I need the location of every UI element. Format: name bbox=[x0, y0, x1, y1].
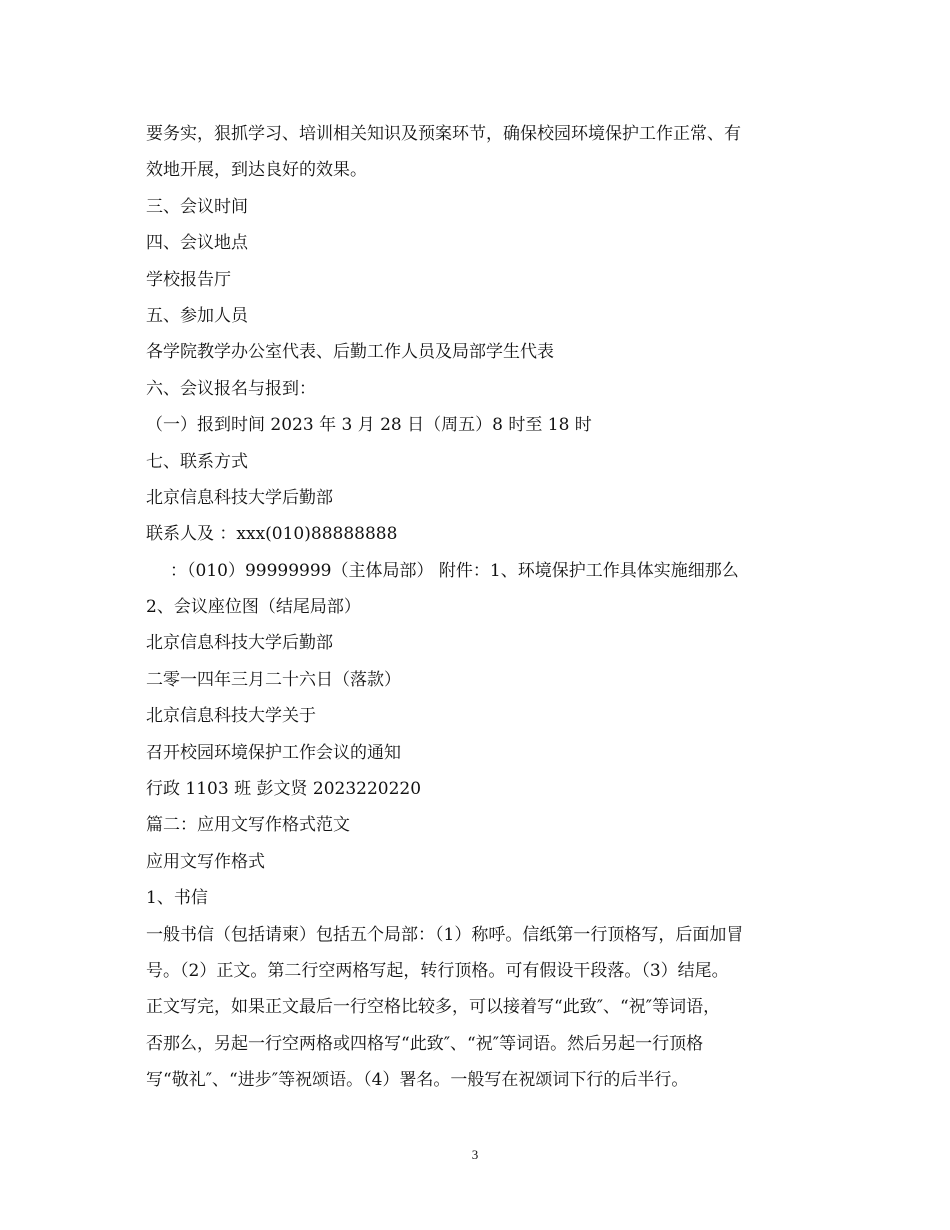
section-heading-meeting-place: 四、会议地点 bbox=[146, 233, 248, 254]
document-body bbox=[146, 116, 826, 1099]
signature-org: 北京信息科技大学后勤部 bbox=[146, 633, 333, 654]
contact-phone-line: ：（010）99999999（主体局部） 附件：1、环境保护工作具体实施细那么 bbox=[170, 560, 739, 581]
text-line: 一般书信（包括请柬）包括五个局部：（1）称呼。信纸第一行顶格写，后面加冒 bbox=[146, 924, 744, 945]
section-heading-contact: 七、联系方式 bbox=[146, 451, 248, 472]
text-line: 学校报告厅 bbox=[146, 269, 231, 290]
signature-date: 二零一四年三月二十六日（落款） bbox=[146, 669, 401, 690]
article-subheading: 应用文写作格式 bbox=[146, 851, 265, 872]
text-line: 召开校园环境保护工作会议的通知 bbox=[146, 742, 401, 763]
text-line: 要务实，狠抓学习、培训相关知识及预案环节，确保校园环境保护工作正常、有 bbox=[146, 124, 741, 144]
text-line: 北京信息科技大学后勤部 bbox=[146, 487, 333, 508]
page-number: 3 bbox=[471, 1147, 479, 1162]
author-line: 行政 1103 班 彭文贤 2023220220 bbox=[146, 779, 422, 800]
text-line: 否那么，另起一行空两格或四格写“此致″、“祝″等词语。然后另起一行顶格 bbox=[146, 1033, 704, 1054]
section-heading-registration: 六、会议报名与报到： bbox=[146, 378, 316, 399]
text-line: 北京信息科技大学关于 bbox=[146, 706, 316, 727]
text-line: 正文写完，如果正文最后一行空格比较多，可以接着写“此致″、“祝″等词语， bbox=[146, 997, 721, 1018]
text-line: 2、会议座位图（结尾局部） bbox=[146, 597, 361, 618]
section-heading-letter: 1、书信 bbox=[146, 888, 208, 909]
text-line: 各学院教学办公室代表、后勤工作人员及局部学生代表 bbox=[146, 342, 554, 363]
text-line: 效地开展，到达良好的效果。 bbox=[146, 160, 367, 181]
section-heading-participants: 五、参加人员 bbox=[146, 305, 248, 326]
section-heading-meeting-time: 三、会议时间 bbox=[146, 196, 248, 217]
contact-person-line: 联系人及 ：xxx(010)88888888 bbox=[146, 524, 398, 545]
article-heading: 篇二：应用文写作格式范文 bbox=[146, 815, 350, 836]
text-line: （一）报到时间 2023 年 3 月 28 日（周五）8 时至 18 时 bbox=[146, 415, 592, 436]
text-line: 写“敬礼″、“进步″等祝颂语。（4）署名。一般写在祝颂词下行的后半行。 bbox=[146, 1070, 689, 1091]
text-line: 号。（2）正文。第二行空两格写起，转行顶格。可有假设干段落。（3）结尾。 bbox=[146, 960, 729, 981]
